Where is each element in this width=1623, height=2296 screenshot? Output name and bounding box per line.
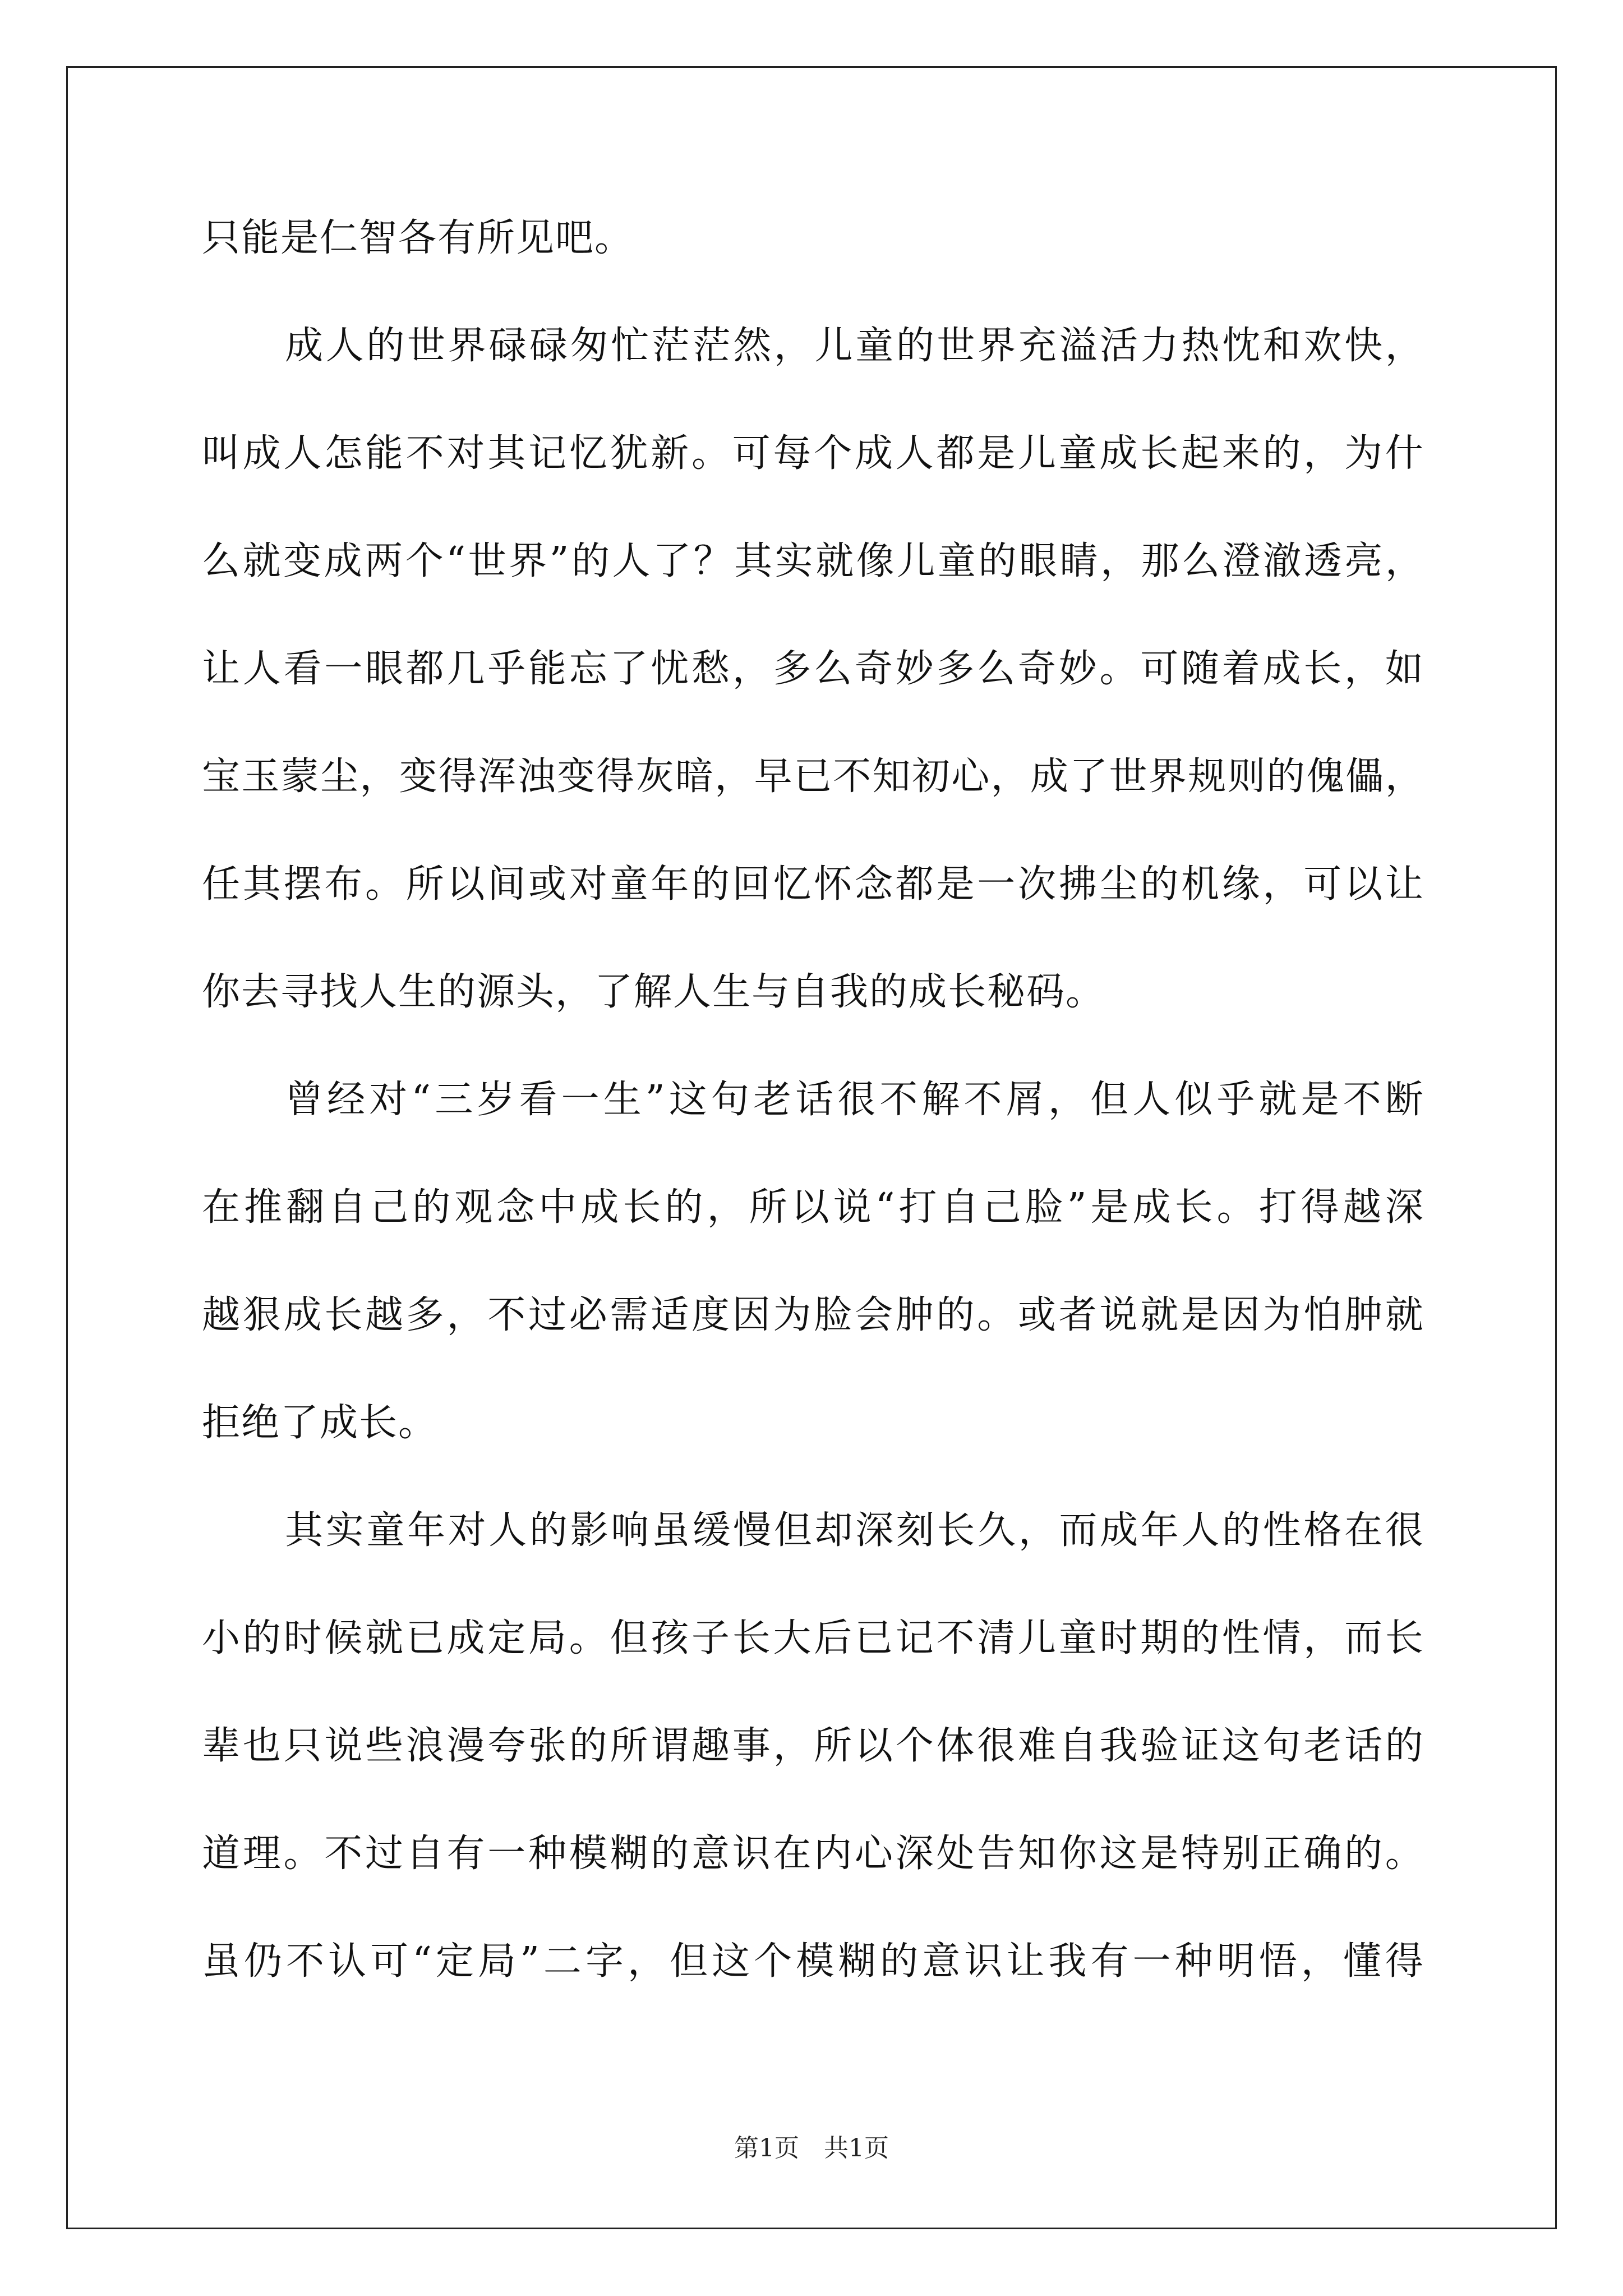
text-line: 么 就 变 成 两 个 “ 世 界 ” 的 人 了 ？ 其 实 就 像 儿 童 的 眼 睛 ， 那 么 澄 澈 透 亮 ， xyxy=(202,539,1424,583)
text-line: 其 实 童 年 对 人 的 影 响 虽 缓 慢 但 却 深 刻 长 久 ， 而 成 年 人 的 性 格 在 很 xyxy=(285,1508,1424,1553)
text-line: 虽 仍 不 认 可 “ 定 局 ” 二 字 ， 但 这 个 模 糊 的 意 识 让 我 有 一 种 明 悟 ， 懂 得 xyxy=(202,1939,1424,1984)
text-line: 越 狠 成 长 越 多 ， 不 过 必 需 适 度 因 为 脸 会 肿 的 。 或 者 说 就 是 因 为 怕 肿 就 xyxy=(202,1293,1424,1337)
text-line: 任 其 摆 布 。 所 以 间 或 对 童 年 的 回 忆 怀 念 都 是 一 次 拂 尘 的 机 缘 ， 可 以 让 xyxy=(202,862,1424,907)
page-footer: 第1页 共1页 xyxy=(734,2134,889,2162)
text-line: 在 推 翻 自 己 的 观 念 中 成 长 的 ， 所 以 说 “ 打 自 己 脸 ” 是 成 长 。 打 得 越 深 xyxy=(202,1185,1424,1230)
text-line: 宝 玉 蒙 尘 ， 变 得 浑 浊 变 得 灰 暗 ， 早 已 不 知 初 心 ， 成 了 世 界 规 则 的 傀 儡 ， xyxy=(202,754,1424,799)
text-line: 你去寻找人生的源头，了解人生与自我的成长秘码。 xyxy=(202,970,1105,1014)
text-line: 成 人 的 世 界 碌 碌 匆 忙 茫 茫 然 ， 儿 童 的 世 界 充 溢 活 力 热 忱 和 欢 快 ， xyxy=(285,324,1424,368)
text-line: 只能是仁智各有所见吧。 xyxy=(202,216,634,260)
text-line: 叫 成 人 怎 能 不 对 其 记 忆 犹 新 。 可 每 个 成 人 都 是 儿 童 成 长 起 来 的 ， 为 什 xyxy=(202,431,1424,476)
text-line: 辈 也 只 说 些 浪 漫 夸 张 的 所 谓 趣 事 ， 所 以 个 体 很 难 自 我 验 证 这 句 老 话 的 xyxy=(202,1724,1424,1768)
text-line: 小 的 时 候 就 已 成 定 局 。 但 孩 子 长 大 后 已 记 不 清 儿 童 时 期 的 性 情 ， 而 长 xyxy=(202,1616,1424,1660)
text-line: 曾 经 对 “ 三 岁 看 一 生 ” 这 句 老 话 很 不 解 不 屑 ， 但 人 似 乎 就 是 不 断 xyxy=(285,1078,1424,1122)
text-line: 道 理 。 不 过 自 有 一 种 模 糊 的 意 识 在 内 心 深 处 告 知 你 这 是 特 别 正 确 的 。 xyxy=(202,1832,1424,1876)
text-line: 让 人 看 一 眼 都 几 乎 能 忘 了 忧 愁 ， 多 么 奇 妙 多 么 奇 妙 。 可 随 着 成 长 ， 如 xyxy=(202,647,1424,691)
text-line: 拒绝了成长。 xyxy=(202,1401,438,1445)
page-border xyxy=(66,66,1557,2229)
